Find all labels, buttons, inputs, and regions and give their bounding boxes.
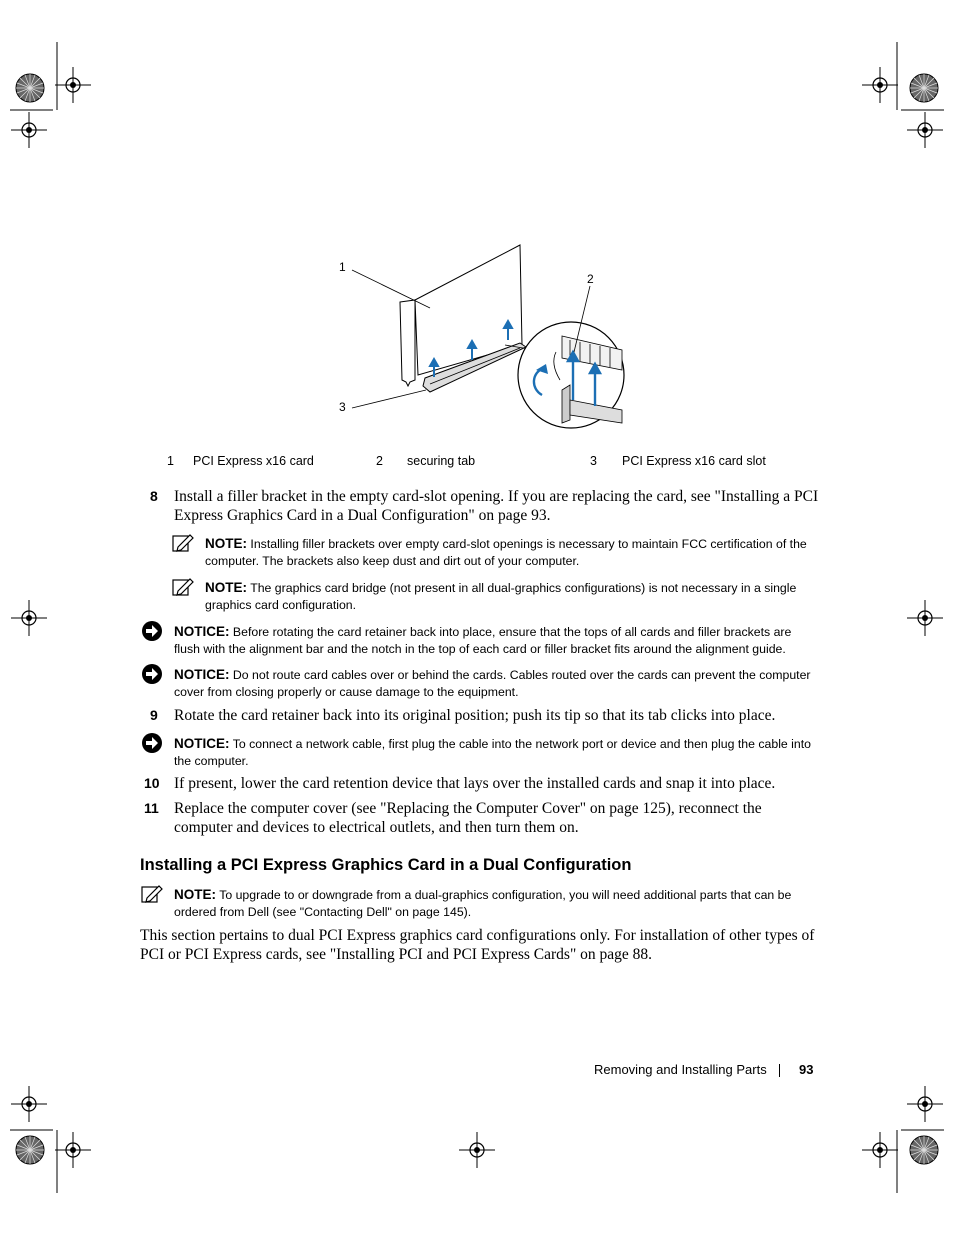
notice-arrow-icon [141,663,163,685]
section-paragraph: This section pertains to dual PCI Express graphics card configurations only. For installation of other types of PCI or PCI Express cards, see "Installing PCI and PCI Express Cards" on page 88. [140,927,815,963]
notice-text: To connect a network cable, first plug the cable into the network port or device and then plug the cable into the computer. [174,737,812,768]
note-label: NOTE: [205,536,247,551]
notice-card-retainer [174,623,818,658]
notice-arrow-icon [141,620,163,642]
notice-text: Do not route card cables over or behind the cards. Cables routed over the cards can prevent the computer cover from closing properly or cause damage to the equipment. [174,668,811,699]
callout-2: 2 [587,272,594,286]
caption-text-1: PCI Express x16 card [193,454,314,468]
note-label: NOTE: [174,887,216,902]
callout-1: 1 [339,260,346,274]
caption-num-1: 1 [167,454,174,468]
note-text: To upgrade to or downgrade from a dual-graphics configuration, you will need additional parts that can be ordered from Dell (see "Contacting Dell" on page 145). [174,888,792,919]
step-8-number: 8 [150,488,158,504]
note-dual-graphics-upgrade [174,886,818,921]
step-8-text: Install a filler bracket in the empty card-slot opening. If you are replacing the card, see "Installing a PCI Express Graphics Card in a Dual Configuration" on page 93. [174,488,819,524]
note-filler-brackets [205,535,817,570]
step-9-number: 9 [150,707,158,723]
pencil-note-icon [172,577,194,597]
step-11-text: Replace the computer cover (see "Replacing the Computer Cover" on page 125), reconnect the computer and devices to electrical outlets, and then turn them on. [174,800,762,836]
caption-text-2: securing tab [407,454,476,468]
note-label: NOTE: [205,580,247,595]
step-10-number: 10 [144,775,160,791]
page-number: 93 [799,1062,814,1077]
step-9-text: Rotate the card retainer back into its original position; push its tip so that its tab clicks into place. [174,707,776,724]
footer-section-title: Removing and Installing Parts [594,1062,767,1077]
pci-card-illustration [330,240,630,440]
pencil-note-icon [141,884,163,904]
callout-3: 3 [339,400,346,414]
section-heading: Installing a PCI Express Graphics Card in a Dual Configuration [140,856,632,874]
caption-text-3: PCI Express x16 card slot [622,454,766,468]
caption-num-2: 2 [376,454,383,468]
notice-card-cables [174,666,818,701]
pencil-note-icon [172,533,194,553]
notice-text: Before rotating the card retainer back into place, ensure that the tops of all cards and filler brackets are flush with the alignment bar and the notch in the top of each card or filler bracket fits around the alignment guide. [174,625,792,656]
step-11-number: 11 [144,800,159,816]
step-10-text: If present, lower the card retention device that lays over the installed cards and snap it into place. [174,775,776,792]
notice-label: NOTICE: [174,624,230,639]
note-graphics-bridge [205,579,817,614]
caption-num-3: 3 [590,454,597,468]
footer-divider [779,1064,780,1077]
notice-label: NOTICE: [174,736,230,751]
note-text: Installing filler brackets over empty card-slot openings is necessary to maintain FCC certification of the computer. The brackets also keep dust and dirt out of your computer. [205,537,807,568]
notice-label: NOTICE: [174,667,230,682]
notice-network-cable [174,735,818,770]
card-diagram-svg [330,240,630,440]
note-text: The graphics card bridge (not present in all dual-graphics configurations) is not necessary in a single graphics card configuration. [205,581,797,612]
notice-arrow-icon [141,732,163,754]
